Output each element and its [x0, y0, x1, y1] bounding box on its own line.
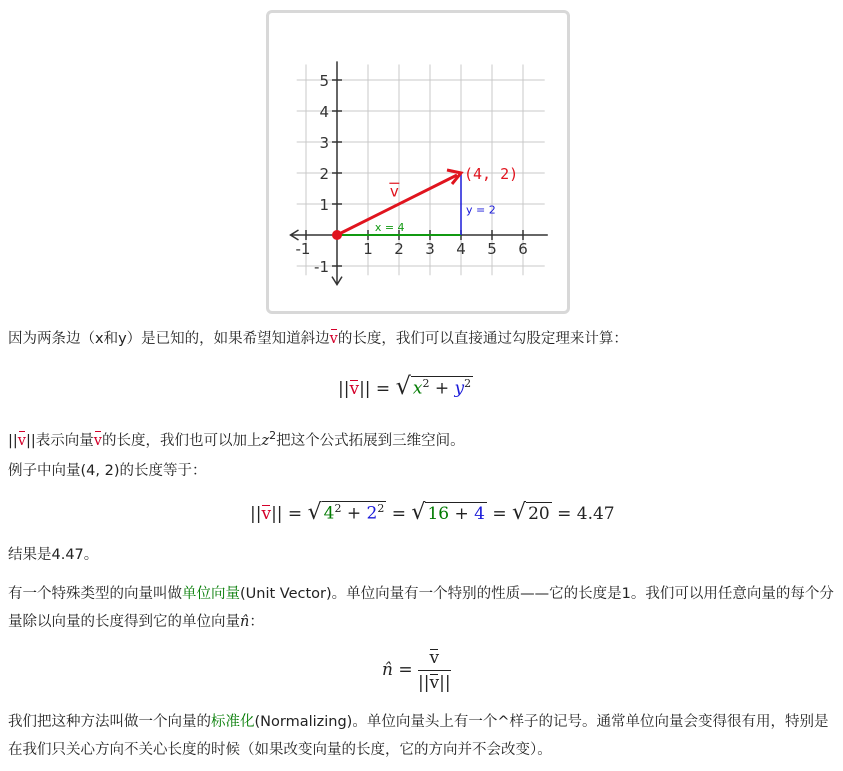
eq2-plus-2: +	[454, 504, 469, 524]
p2-vector-v: v	[18, 430, 26, 453]
vector-v-symbol: v	[330, 328, 338, 351]
paragraph-pythagoras	[8, 328, 628, 351]
origin-point	[332, 230, 342, 240]
x-tick-label: 5	[487, 240, 497, 258]
point-label: (4, 2)	[464, 165, 519, 183]
x-tick-label: 1	[363, 240, 373, 258]
sqrt-icon: √	[411, 500, 426, 525]
paragraph-example: 例子中向量(4, 2)的长度等于：	[8, 463, 207, 479]
x-tick-label: 4	[456, 240, 466, 258]
vector-label: v	[389, 182, 399, 201]
eq2-vector-v: v	[261, 504, 272, 524]
vector-figure	[266, 10, 570, 314]
eq2-plus-1: +	[346, 504, 362, 524]
equation-magnitude	[338, 372, 473, 400]
y-leg-label: y = 2	[466, 203, 496, 217]
paragraph-notation	[8, 424, 465, 453]
y-tick-label: -1	[314, 258, 329, 276]
p2-text-c: 把这个公式拓展到三维空间。	[276, 432, 465, 449]
vector-plot	[269, 13, 569, 313]
eq2-a: 4	[323, 504, 335, 524]
x-tick-label: 6	[518, 240, 528, 258]
eq2-equals-1: =	[391, 504, 406, 524]
x-tick-label: 2	[394, 240, 404, 258]
eq2-radicand-3: 20	[528, 504, 550, 524]
p6-text-b: (Normalizing)。单位向量头上有一个^样子的记号。通常单位向量会变得很有用，特别是在我们只关心方向不关心长度的时候（如果改变向量的长度，它的方向并不会改变）。	[8, 714, 829, 758]
eq1-y: y	[454, 379, 465, 399]
eq3-den-bars-l: ||	[418, 673, 430, 693]
normalizing-link[interactable]: 标准化	[211, 714, 255, 730]
p2-vector-v2: v	[94, 430, 102, 453]
p5-text-a: 有一个特殊类型的向量叫做	[8, 586, 182, 602]
eq3-denominator	[418, 671, 451, 693]
eq3-den-bars-r: ||	[439, 673, 451, 693]
eq1-plus: +	[434, 379, 450, 399]
sqrt-icon: √	[512, 500, 527, 525]
unit-vector-link[interactable]: 单位向量	[182, 586, 240, 602]
equation-unit-vector	[382, 648, 451, 693]
eq2-result: 4.47	[576, 504, 615, 524]
eq2-radicand-2	[425, 502, 487, 525]
paragraph-normalizing	[8, 708, 834, 764]
eq2-a-exp: 2	[334, 502, 342, 516]
p1-text-b: 的长度，我们可以直接通过勾股定理来计算：	[337, 331, 628, 347]
eq1-bars-left: ||	[338, 379, 350, 399]
eq2-bars-left: ||	[250, 504, 262, 524]
eq2-radicand-1	[322, 501, 387, 525]
y-tick-label: 2	[319, 165, 329, 183]
eq1-x-exp: 2	[422, 377, 430, 391]
p2-text-a: ||表示向量	[25, 432, 94, 449]
p5-text-b: (Unit Vector)。单位向量有一个特别的性质——它的长度是1。我们可以用任意向量的每个分量除以向量的长度得到它的单位向量	[8, 586, 834, 630]
eq3-equals: =	[398, 660, 413, 680]
eq1-x: x	[412, 379, 423, 399]
eq1-y-exp: 2	[464, 377, 472, 391]
p2-text-b: 的长度，我们也可以加上	[101, 432, 262, 449]
eq2-equals-2: =	[492, 504, 507, 524]
eq2-b-exp: 2	[377, 502, 385, 516]
x-leg-label: x = 4	[374, 221, 405, 234]
eq3-den-v: v	[429, 673, 440, 693]
eq2-d: 4	[474, 504, 485, 524]
y-tick-label: 3	[319, 134, 329, 152]
x-tick-label: -1	[295, 240, 311, 258]
eq1-radicand	[411, 376, 473, 400]
p5-nhat: n̂	[240, 614, 250, 630]
eq3-nhat: n̂	[382, 660, 393, 680]
x-tick-label: 3	[425, 240, 435, 258]
p1-text-a: 因为两条边（x和y）是已知的，如果希望知道斜边	[8, 331, 330, 347]
eq3-fraction	[418, 648, 451, 693]
eq2-equals-3: =	[557, 504, 572, 524]
p2-z-exp: 2	[269, 429, 277, 442]
paragraph-result: 结果是4.47。	[8, 547, 99, 563]
eq3-numerator	[418, 648, 451, 671]
eq1-bars-right: || =	[359, 379, 391, 399]
eq3-num-v: v	[429, 648, 440, 668]
eq2-b: 2	[366, 504, 378, 524]
sqrt-icon: √	[395, 372, 411, 400]
y-tick-label: 1	[319, 196, 329, 214]
p2-z: z	[261, 432, 270, 449]
equation-example	[250, 500, 615, 525]
y-tick-label: 4	[319, 103, 329, 121]
paragraph-unit-vector	[8, 580, 834, 636]
eq1-vector-v: v	[349, 379, 360, 399]
p2-bars: ||	[8, 432, 18, 449]
p5-text-c: ：	[249, 614, 264, 630]
sqrt-icon: √	[307, 500, 322, 525]
eq2-c: 16	[427, 504, 450, 524]
eq2-bars-right: || =	[271, 504, 303, 524]
p6-text-a: 我们把这种方法叫做一个向量的	[8, 714, 211, 730]
y-tick-label: 5	[319, 72, 329, 90]
